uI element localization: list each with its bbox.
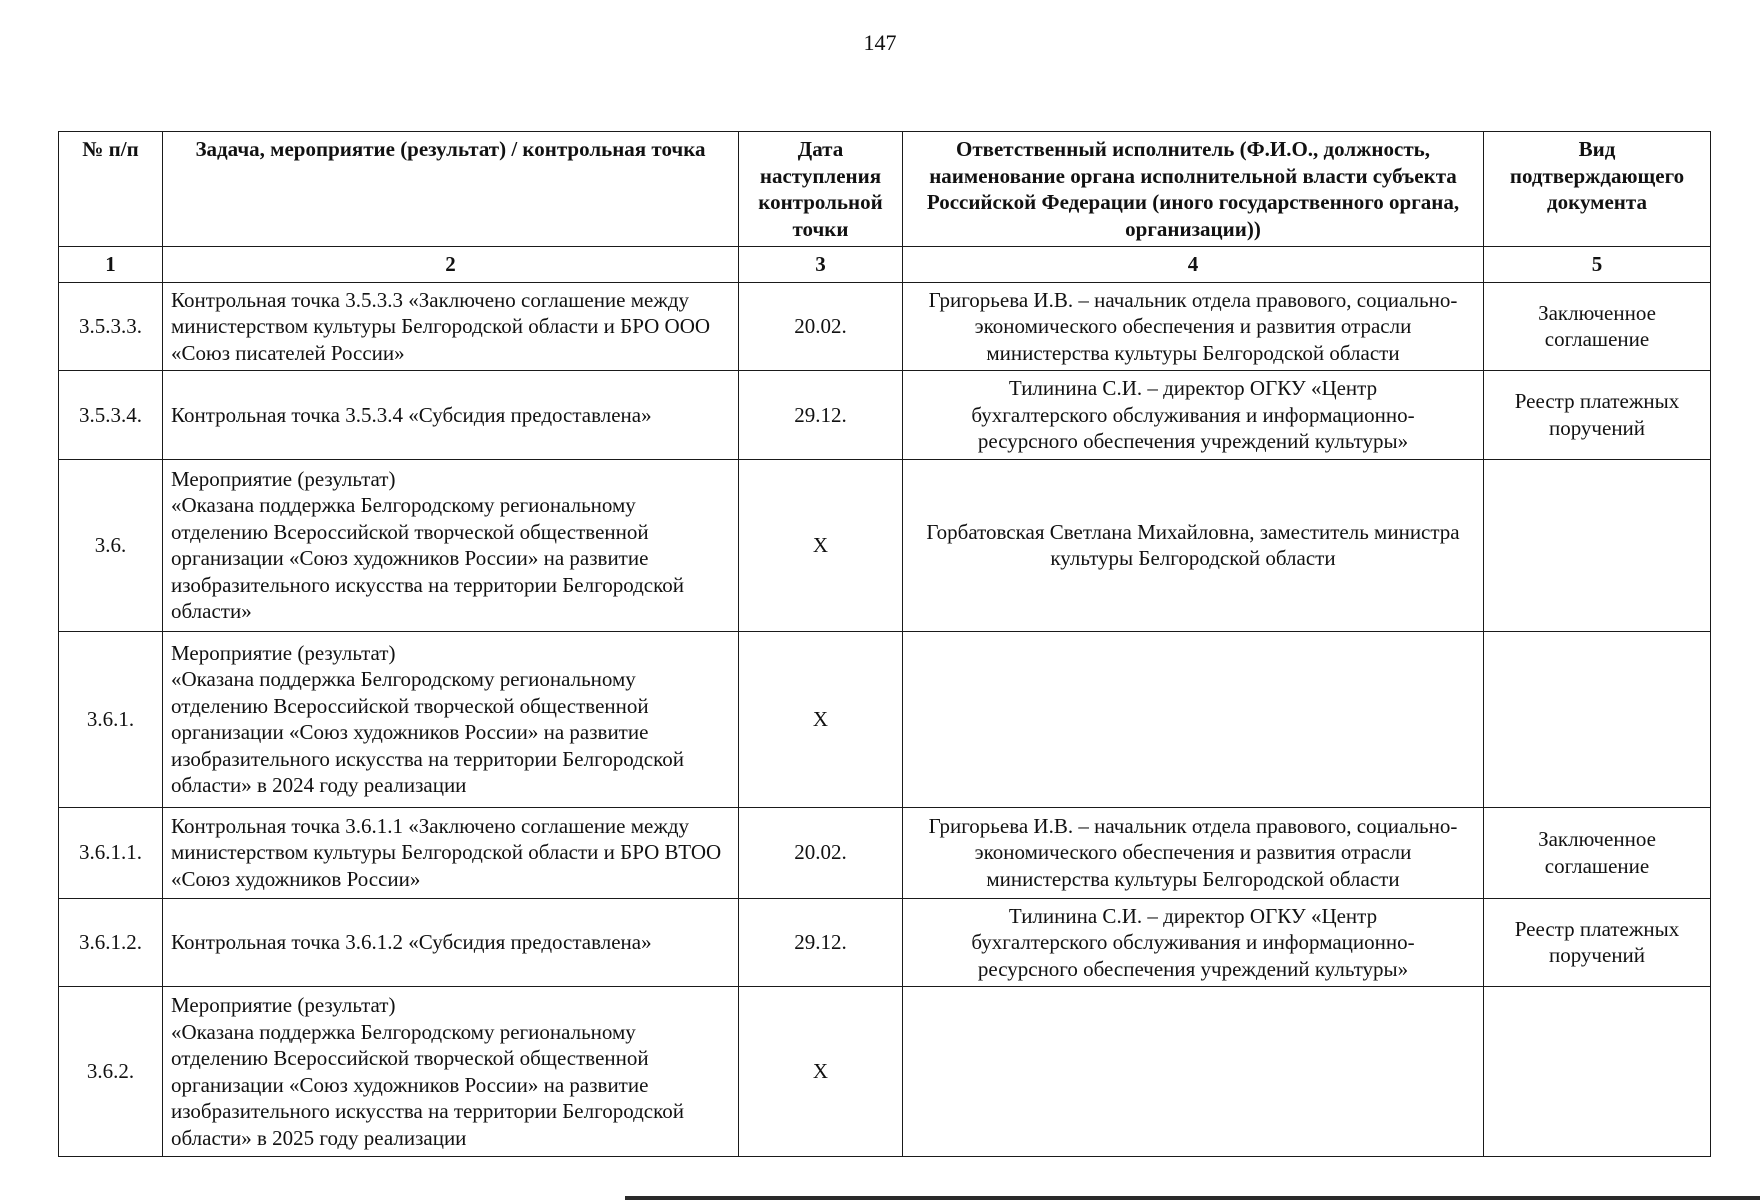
row-responsible: Григорьева И.В. – начальник отдела правового, социально-экономического обеспечения и развития отрасли министерства культуры Белгородской области bbox=[903, 282, 1484, 371]
column-number: 3 bbox=[739, 247, 903, 283]
row-task: Контрольная точка 3.6.1.2 «Субсидия предоставлена» bbox=[163, 898, 739, 987]
bottom-scan-edge bbox=[625, 1196, 1760, 1200]
column-number: 2 bbox=[163, 247, 739, 283]
row-document: Заключенное соглашение bbox=[1484, 282, 1711, 371]
column-number: 1 bbox=[59, 247, 163, 283]
row-date: 20.02. bbox=[739, 807, 903, 898]
row-date: 29.12. bbox=[739, 371, 903, 460]
row-task-title: Мероприятие (результат) bbox=[171, 640, 396, 665]
header-responsible: Ответственный исполнитель (Ф.И.О., должность, наименование органа исполнительной власти субъекта Российской Федерации (иного государственного органа, организации)) bbox=[903, 132, 1484, 247]
row-task: «Оказана поддержка Белгородскому региональному отделению Всероссийской творческой общественной организации «Союз художников России» на развитие изобразительного искусства на территории Белгородской области» bbox=[171, 493, 684, 623]
row-date: 29.12. bbox=[739, 898, 903, 987]
column-number-row bbox=[59, 247, 1711, 283]
row-task-cell bbox=[163, 459, 739, 631]
row-document: Реестр платежных поручений bbox=[1484, 371, 1711, 460]
row-responsible bbox=[903, 631, 1484, 807]
row-responsible bbox=[903, 987, 1484, 1157]
row-task: Контрольная точка 3.6.1.1 «Заключено соглашение между министерством культуры Белгородской области и БРО ВТОО «Союз художников России» bbox=[163, 807, 739, 898]
row-document bbox=[1484, 987, 1711, 1157]
table-row bbox=[59, 631, 1711, 807]
row-number: 3.6.1. bbox=[59, 631, 163, 807]
header-task: Задача, мероприятие (результат) / контрольная точка bbox=[163, 132, 739, 247]
table-row bbox=[59, 459, 1711, 631]
row-responsible: Григорьева И.В. – начальник отдела правового, социально-экономического обеспечения и развития отрасли министерства культуры Белгородской области bbox=[903, 807, 1484, 898]
header-number: № п/п bbox=[59, 132, 163, 247]
plan-table bbox=[58, 131, 1711, 1157]
row-task-title: Мероприятие (результат) bbox=[171, 993, 396, 1017]
row-document: Реестр платежных поручений bbox=[1484, 898, 1711, 987]
table-row bbox=[59, 898, 1711, 987]
row-document bbox=[1484, 459, 1711, 631]
row-number: 3.6.2. bbox=[59, 987, 163, 1157]
row-responsible: Горбатовская Светлана Михайловна, заместитель министра культуры Белгородской области bbox=[903, 459, 1484, 631]
row-task-cell bbox=[163, 987, 739, 1157]
row-document: Заключенное соглашение bbox=[1484, 807, 1711, 898]
row-date: X bbox=[739, 459, 903, 631]
header-date: Дата наступления контрольной точки bbox=[739, 132, 903, 247]
row-document bbox=[1484, 631, 1711, 807]
row-date: 20.02. bbox=[739, 282, 903, 371]
page-number: 147 bbox=[863, 30, 897, 55]
row-task-title: Мероприятие (результат) bbox=[171, 466, 396, 491]
row-task: Контрольная точка 3.5.3.4 «Субсидия предоставлена» bbox=[163, 371, 739, 460]
row-date: X bbox=[739, 987, 903, 1157]
table-row bbox=[59, 987, 1711, 1157]
row-responsible: Тилинина С.И. – директор ОГКУ «Центр бухгалтерского обслуживания и информационно-ресурсного обеспечения учреждений культуры» bbox=[903, 371, 1484, 460]
column-number: 5 bbox=[1484, 247, 1711, 283]
row-task: Контрольная точка 3.5.3.3 «Заключено соглашение между министерством культуры Белгородской области и БРО ООО «Союз писателей России» bbox=[163, 282, 739, 371]
table-row bbox=[59, 371, 1711, 460]
row-number: 3.6.1.1. bbox=[59, 807, 163, 898]
row-task-cell bbox=[163, 631, 739, 807]
table-row bbox=[59, 807, 1711, 898]
row-number: 3.5.3.4. bbox=[59, 371, 163, 460]
row-date: X bbox=[739, 631, 903, 807]
row-task: «Оказана поддержка Белгородскому региональному отделению Всероссийской творческой общественной организации «Союз художников России» на развитие изобразительного искусства на территории Белгородской области» в 2025 году реализации bbox=[171, 1019, 684, 1150]
row-responsible: Тилинина С.И. – директор ОГКУ «Центр бухгалтерского обслуживания и информационно-ресурсного обеспечения учреждений культуры» bbox=[903, 898, 1484, 987]
row-number: 3.5.3.3. bbox=[59, 282, 163, 371]
row-number: 3.6. bbox=[59, 459, 163, 631]
row-task: «Оказана поддержка Белгородскому региональному отделению Всероссийской творческой общественной организации «Союз художников России» на развитие изобразительного искусства на территории Белгородской области» в 2024 году реализации bbox=[171, 667, 684, 797]
table-row bbox=[59, 282, 1711, 371]
column-number: 4 bbox=[903, 247, 1484, 283]
header-document: Вид подтверждающего документа bbox=[1484, 132, 1711, 247]
header-row bbox=[59, 132, 1711, 247]
row-number: 3.6.1.2. bbox=[59, 898, 163, 987]
